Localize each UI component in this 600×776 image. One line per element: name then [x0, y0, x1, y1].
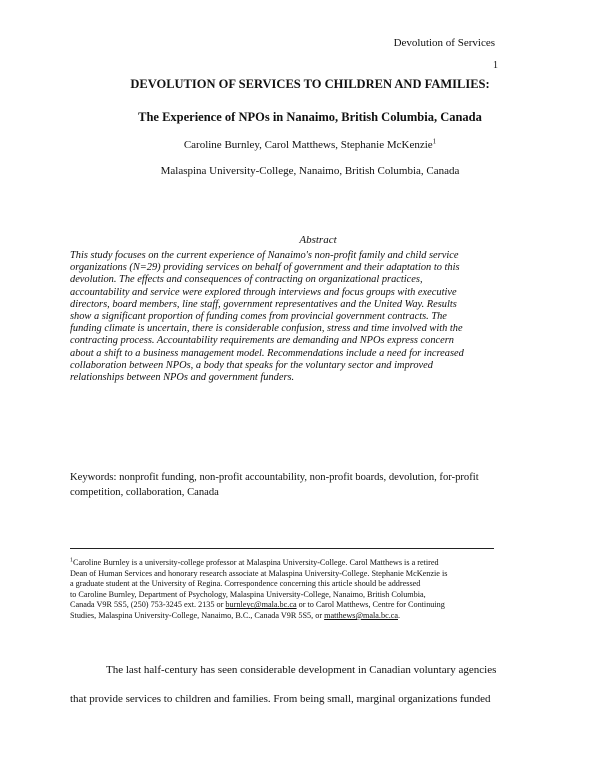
footnote-line: [70, 600, 530, 611]
author-names: Caroline Burnley, Carol Matthews, Stephanie McKenzie: [183, 139, 433, 151]
abstract-line: directors, board members, line staff, government representatives and the United Way. Results: [70, 298, 457, 310]
abstract-line: contracting process. Accountability requirements are demanding and NPOs express concern: [70, 335, 454, 347]
keywords-line: competition, collaboration, Canada: [70, 486, 219, 498]
abstract-line: collaboration between NPOs, a body that speaks for the voluntary sector and improved: [70, 359, 433, 371]
abstract-line: about a shift to a business management model. Recommendations include a need for increased: [70, 347, 464, 359]
footnote-line: [70, 558, 530, 569]
body-line: The last half-century has seen considerable development in Canadian voluntary agencies: [106, 664, 497, 676]
abstract-body: [70, 250, 522, 384]
abstract-line: show a significant proportion of funding comes from provincial government contracts. The: [70, 311, 447, 323]
paper-subtitle: The Experience of NPOs in Nanaimo, British Columbia, Canada: [138, 110, 482, 124]
abstract-line: funding climate is uncertain, there is considerable confusion, stress and time involved with the: [70, 323, 463, 335]
email-link-burnley[interactable]: burnleyc@mala.bc.ca: [225, 600, 297, 610]
footnote-line: a graduate student at the University of Regina. Correspondence concerning this article should be addressed: [70, 579, 421, 589]
abstract-line: organizations (N=29) providing services on behalf of government and their adaptation to this: [70, 262, 460, 274]
email-link-matthews[interactable]: matthews@mala.bc.ca: [324, 610, 399, 620]
abstract-heading: Abstract: [299, 234, 337, 246]
footnote-mark: 1: [70, 557, 73, 564]
footnote-text: .: [398, 610, 401, 620]
author-list: [0, 139, 600, 151]
abstract-line: accountability and service were explored through interviews and focus groups with executive: [70, 286, 457, 298]
keywords-line: Keywords: nonprofit funding, non-profit accountability, non-profit boards, devolution, for-profit: [70, 472, 479, 483]
paper-title: DEVOLUTION OF SERVICES TO CHILDREN AND FAMILIES:: [130, 77, 490, 91]
keywords: [70, 471, 530, 500]
running-head: Devolution of Services: [393, 37, 495, 49]
abstract-line: devolution. The effects and consequences of contracting on organizational practices,: [70, 274, 423, 286]
footnote-text: Caroline Burnley is a university-college professor at Malaspina University-College. Carol Matthews is a retired: [73, 558, 439, 567]
abstract-line: This study focuses on the current experience of Nanaimo's non-profit family and child service: [70, 250, 459, 261]
footnote-text: Canada V9R 5S5, (250) 753-3245 ext. 2135 or: [70, 600, 226, 610]
page-number: 1: [493, 60, 498, 71]
footnote-text: Studies, Malaspina University-College, Nanaimo, B.C., Canada V9R 5S5, or: [70, 610, 325, 620]
footnote-line: [70, 611, 530, 622]
footnote-line: to Caroline Burnley, Department of Psychology, Malaspina University-College, Nanaimo, British Columbia,: [70, 589, 426, 599]
footnote-divider: [70, 548, 494, 549]
footnote-line: Dean of Human Services and honorary research associate at Malaspina University-College. Stephanie McKenzie is: [70, 568, 448, 578]
body-line: that provide services to children and families. From being small, marginal organizations funded: [70, 693, 491, 705]
body-text: [70, 656, 530, 714]
footnote-text: or to Carol Matthews, Centre for Continuing: [296, 600, 445, 610]
author-footnote-mark: 1: [432, 137, 437, 146]
abstract-line: relationships between NPOs and government funders.: [70, 372, 295, 384]
affiliation: Malaspina University-College, Nanaimo, British Columbia, Canada: [160, 165, 460, 177]
footnote: [70, 558, 530, 622]
